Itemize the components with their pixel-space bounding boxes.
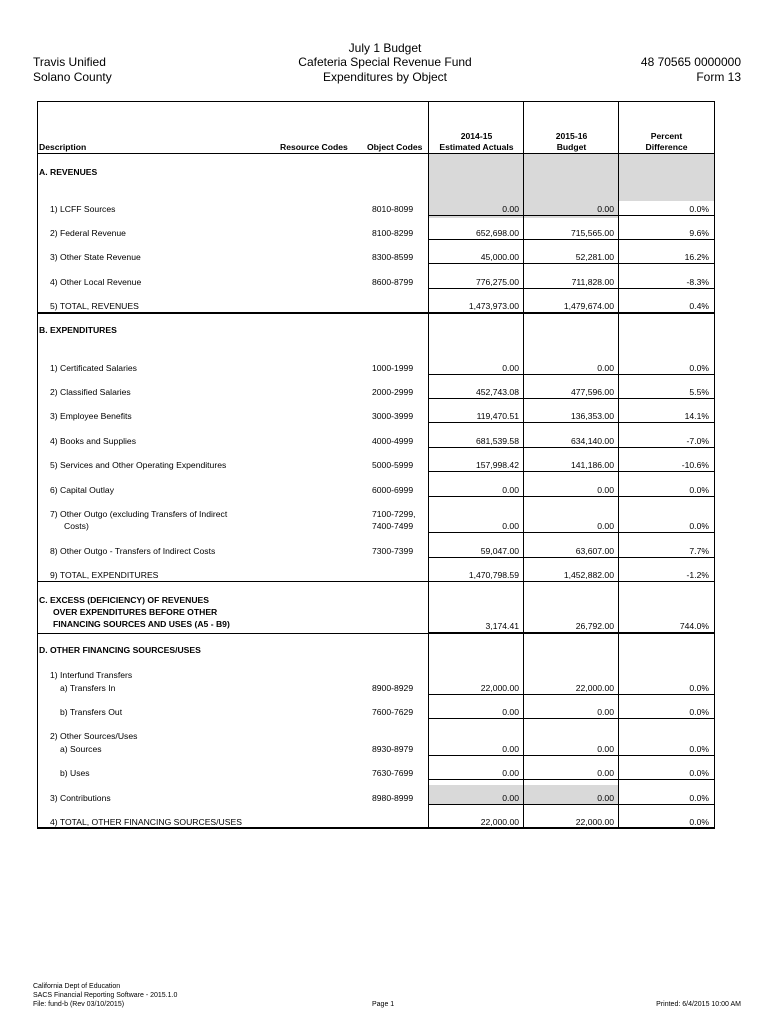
- header-bottom-border: [37, 153, 715, 154]
- table-row-16-estimated-actuals: 22,000.00: [480, 683, 519, 693]
- table-row-20-estimated-actuals: 0.00: [502, 793, 519, 803]
- table-row-12-description-2: Costs): [64, 521, 89, 531]
- table-row-3-object-code: 8300-8599: [372, 252, 414, 262]
- table-row-10-estimated-actuals: 157,998.42: [475, 460, 519, 470]
- col-object-codes: Object Codes: [367, 142, 423, 152]
- total-row-underline-14: [37, 581, 429, 582]
- report-title: July 1 Budget: [348, 41, 422, 55]
- table-row-6-budget: 0.00: [597, 363, 614, 373]
- section-revenues: A. REVENUES: [39, 167, 98, 177]
- table-row-14-budget: 1,452,882.00: [563, 570, 614, 580]
- table-row-20-description: 3) Contributions: [50, 793, 111, 803]
- table-row-1-description: 1) LCFF Sources: [50, 204, 116, 214]
- table-row-21-description: 4) TOTAL, OTHER FINANCING SOURCES/USES: [50, 817, 242, 827]
- table-row-9-object-code: 4000-4999: [372, 436, 414, 446]
- total-row-underline-5: [37, 312, 429, 313]
- footer-printed: Printed: 6/4/2015 10:00 AM: [656, 1001, 741, 1008]
- col-actuals-label: Estimated Actuals: [439, 142, 514, 152]
- table-row-19-percent-difference: 0.0%: [689, 768, 709, 778]
- table-row-5-estimated-actuals: 1,473,973.00: [468, 301, 519, 311]
- table-row-13-object-code: 7300-7399: [372, 546, 414, 556]
- table-row-4-object-code: 8600-8799: [372, 277, 414, 287]
- table-row-10-object-code: 5000-5999: [372, 460, 414, 470]
- table-row-12-percent-difference: 0.0%: [689, 521, 709, 531]
- table-row-15-underline: [429, 632, 715, 633]
- col-budget-label: Budget: [556, 142, 587, 152]
- table-row-9-percent-difference: -7.0%: [686, 436, 709, 446]
- district-name: Travis Unified: [33, 55, 106, 69]
- table-row-4-budget: 711,828.00: [571, 277, 614, 287]
- table-row-12-object-code: 7100-7299,: [372, 509, 416, 519]
- table-row-2-estimated-actuals: 652,698.00: [475, 228, 519, 238]
- table-row-11-object-code: 6000-6999: [372, 485, 414, 495]
- table-row-9-budget: 634,140.00: [570, 436, 614, 446]
- table-row-6-object-code: 1000-1999: [372, 363, 414, 373]
- table-row-19-budget: 0.00: [597, 768, 614, 778]
- table-row-6-estimated-actuals: 0.00: [502, 363, 519, 373]
- table-row-1-object-code: 8010-8099: [372, 204, 414, 214]
- table-row-19-object-code: 7630-7699: [372, 768, 414, 778]
- section-b-separator: [37, 313, 715, 314]
- table-row-15-percent-difference: 744.0%: [679, 621, 709, 631]
- table-row-1-budget: 0.00: [597, 204, 614, 214]
- col-percent-line2: Difference: [645, 142, 688, 152]
- table-row-5-description: 5) TOTAL, REVENUES: [50, 301, 139, 311]
- table-row-14-percent-difference: -1.2%: [686, 570, 709, 580]
- table-row-2-percent-difference: 9.6%: [689, 228, 709, 238]
- table-row-11-estimated-actuals: 0.00: [502, 485, 519, 495]
- table-row-7-estimated-actuals: 452,743.08: [475, 387, 519, 397]
- table-row-18-description: 2) Other Sources/Uses: [50, 731, 138, 741]
- section-d-separator: [37, 633, 715, 634]
- table-row-20-underline: [429, 804, 715, 805]
- col-resource-codes: Resource Codes: [280, 142, 348, 152]
- table-row-6-description: 1) Certificated Salaries: [50, 363, 137, 373]
- col-actuals-year: 2014-15: [460, 131, 493, 141]
- table-row-7-underline: [429, 398, 715, 399]
- total-row-underline-21: [37, 828, 429, 829]
- table-row-20-object-code: 8980-8999: [372, 793, 414, 803]
- table-row-18-underline: [429, 755, 715, 756]
- table-row-17-description: b) Transfers Out: [60, 707, 123, 717]
- table-row-11-underline: [429, 496, 715, 497]
- table-row-12-budget: 0.00: [597, 521, 614, 531]
- table-top-border: [37, 101, 715, 102]
- table-row-18-object-code: 8930-8979: [372, 744, 414, 754]
- table-row-11-budget: 0.00: [597, 485, 614, 495]
- table-row-7-object-code: 2000-2999: [372, 387, 414, 397]
- section-expenditures: B. EXPENDITURES: [39, 325, 117, 335]
- left-border: [37, 101, 38, 828]
- table-row-3-description: 3) Other State Revenue: [50, 252, 141, 262]
- table-row-12-description: 7) Other Outgo (excluding Transfers of Indirect: [50, 509, 228, 519]
- table-row-16-object-code: 8900-8929: [372, 683, 414, 693]
- table-row-11-description: 6) Capital Outlay: [50, 485, 115, 495]
- table-row-13-estimated-actuals: 59,047.00: [480, 546, 519, 556]
- table-row-12-underline: [429, 532, 715, 533]
- table-row-12-object-code-2: 7400-7499: [372, 521, 414, 531]
- table-row-14-description: 9) TOTAL, EXPENDITURES: [50, 570, 159, 580]
- table-row-4-underline: [429, 288, 715, 289]
- table-row-8-estimated-actuals: 119,470.51: [476, 411, 519, 421]
- table-row-11-percent-difference: 0.0%: [689, 485, 709, 495]
- table-row-5-budget: 1,479,674.00: [563, 301, 614, 311]
- table-row-8-budget: 136,353.00: [570, 411, 614, 421]
- table-row-4-estimated-actuals: 776,275.00: [475, 277, 519, 287]
- table-row-17-underline: [429, 718, 715, 719]
- col-percent-line1: Percent: [650, 131, 683, 141]
- table-row-15-budget: 26,792.00: [575, 621, 614, 631]
- footer-software: SACS Financial Reporting Software - 2015.1.0: [33, 992, 178, 999]
- table-row-20-budget: 0.00: [597, 793, 614, 803]
- table-row-4-description: 4) Other Local Revenue: [50, 277, 142, 287]
- table-row-13-percent-difference: 7.7%: [689, 546, 709, 556]
- table-row-1-percent-difference: 0.0%: [689, 204, 709, 214]
- section-excess-line2: OVER EXPENDITURES BEFORE OTHER: [53, 607, 218, 617]
- table-row-18-estimated-actuals: 0.00: [502, 744, 519, 754]
- footer-page: Page 1: [372, 1001, 395, 1008]
- section-other-financing: D. OTHER FINANCING SOURCES/USES: [39, 645, 201, 655]
- table-row-2-budget: 715,565.00: [570, 228, 614, 238]
- table-row-10-description: 5) Services and Other Operating Expenditures: [50, 460, 227, 470]
- table-row-17-percent-difference: 0.0%: [689, 707, 709, 717]
- table-row-10-underline: [429, 471, 715, 472]
- table-row-10-budget: 141,186.00: [570, 460, 614, 470]
- table-row-18-description-2: a) Sources: [60, 744, 102, 754]
- table-row-17-object-code: 7600-7629: [372, 707, 414, 717]
- footer-file: File: fund-b (Rev 03/10/2015): [33, 1001, 125, 1008]
- table-row-8-percent-difference: 14.1%: [684, 411, 709, 421]
- table-row-17-estimated-actuals: 0.00: [502, 707, 519, 717]
- table-row-16-percent-difference: 0.0%: [689, 683, 709, 693]
- table-row-1-underline: [429, 215, 715, 216]
- section-excess-line1: C. EXCESS (DEFICIENCY) OF REVENUES: [39, 595, 209, 605]
- table-row-9-underline: [429, 447, 715, 448]
- table-row-16-description: 1) Interfund Transfers: [50, 670, 133, 680]
- form-number: Form 13: [696, 70, 741, 84]
- table-row-21-budget: 22,000.00: [575, 817, 614, 827]
- table-row-13-underline: [429, 557, 715, 558]
- table-row-21-underline: [429, 828, 715, 829]
- table-row-14-estimated-actuals: 1,470,798.59: [468, 570, 519, 580]
- table-row-10-percent-difference: -10.6%: [681, 460, 709, 470]
- fund-name: Cafeteria Special Revenue Fund: [298, 55, 472, 69]
- report-subtitle: Expenditures by Object: [322, 70, 448, 84]
- table-row-16-description-2: a) Transfers In: [60, 683, 116, 693]
- table-row-8-description: 3) Employee Benefits: [50, 411, 132, 421]
- table-row-2-object-code: 8100-8299: [372, 228, 414, 238]
- cds-code: 48 70565 0000000: [640, 55, 741, 69]
- county-name: Solano County: [33, 70, 112, 84]
- table-row-16-underline: [429, 694, 715, 695]
- section-excess-line3: FINANCING SOURCES AND USES (A5 - B9): [53, 619, 230, 629]
- table-row-8-underline: [429, 422, 715, 423]
- table-row-12-estimated-actuals: 0.00: [502, 521, 519, 531]
- table-row-8-object-code: 3000-3999: [372, 411, 414, 421]
- table-row-14-underline: [429, 581, 715, 582]
- table-row-17-budget: 0.00: [597, 707, 614, 717]
- table-row-5-underline: [429, 312, 715, 313]
- table-row-5-percent-difference: 0.4%: [689, 301, 709, 311]
- table-row-7-budget: 477,596.00: [570, 387, 614, 397]
- table-row-18-budget: 0.00: [597, 744, 614, 754]
- revenue-header-shade: [429, 153, 715, 201]
- table-row-13-budget: 63,607.00: [575, 546, 614, 556]
- table-row-3-underline: [429, 263, 715, 264]
- table-row-3-budget: 52,281.00: [575, 252, 614, 262]
- table-row-19-description: b) Uses: [60, 768, 90, 778]
- table-row-19-estimated-actuals: 0.00: [502, 768, 519, 778]
- table-row-3-percent-difference: 16.2%: [684, 252, 709, 262]
- table-row-2-underline: [429, 239, 715, 240]
- table-row-9-description: 4) Books and Supplies: [50, 436, 136, 446]
- col-description: Description: [39, 142, 87, 152]
- table-row-9-estimated-actuals: 681,539.58: [475, 436, 519, 446]
- table-row-19-underline: [429, 779, 715, 780]
- table-row-18-percent-difference: 0.0%: [689, 744, 709, 754]
- footer-dept: California Dept of Education: [33, 983, 121, 990]
- table-row-13-description: 8) Other Outgo - Transfers of Indirect Costs: [50, 546, 216, 556]
- table-row-15-estimated-actuals: 3,174.41: [485, 621, 519, 631]
- table-row-4-percent-difference: -8.3%: [686, 277, 709, 287]
- table-row-1-estimated-actuals: 0.00: [502, 204, 519, 214]
- table-row-6-underline: [429, 374, 715, 375]
- table-row-21-percent-difference: 0.0%: [689, 817, 709, 827]
- table-row-7-percent-difference: 5.5%: [689, 387, 709, 397]
- col-budget-year: 2015-16: [555, 131, 588, 141]
- table-row-20-percent-difference: 0.0%: [689, 793, 709, 803]
- table-row-21-estimated-actuals: 22,000.00: [480, 817, 519, 827]
- table-row-3-estimated-actuals: 45,000.00: [480, 252, 519, 262]
- table-row-6-percent-difference: 0.0%: [689, 363, 709, 373]
- table-row-2-description: 2) Federal Revenue: [50, 228, 126, 238]
- table-row-16-budget: 22,000.00: [575, 683, 614, 693]
- table-row-7-description: 2) Classified Salaries: [50, 387, 131, 397]
